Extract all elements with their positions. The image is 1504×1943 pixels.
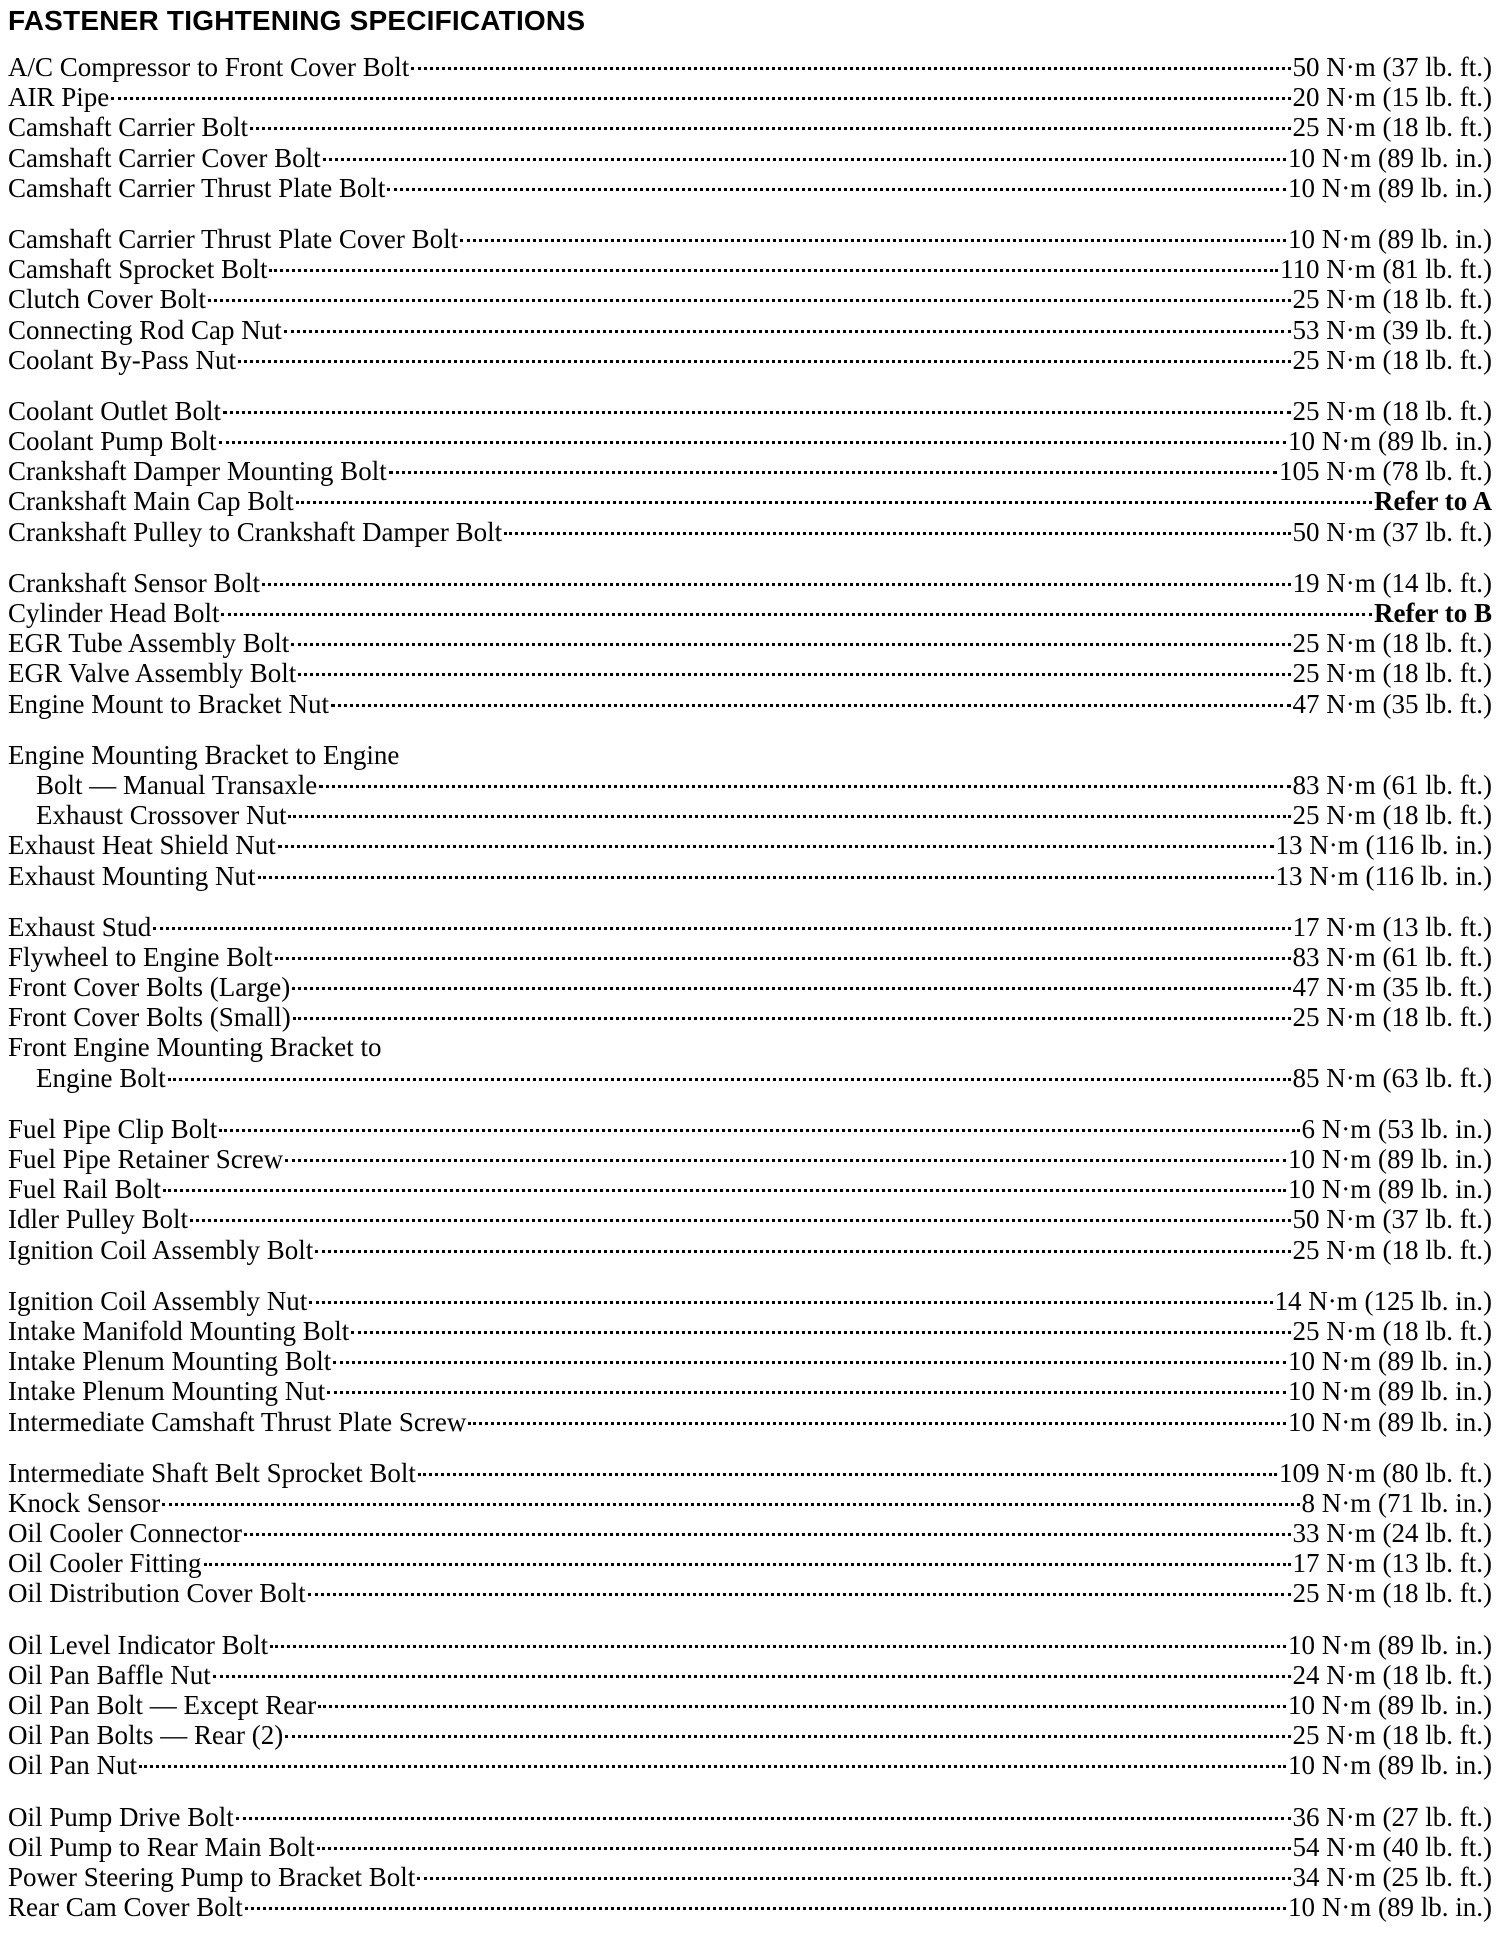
spec-value: 10 N·m (89 lb. in.) bbox=[1288, 426, 1492, 457]
spec-value: 50 N·m (37 lb. ft.) bbox=[1292, 52, 1492, 82]
spec-value: 25 N·m (18 lb. ft.) bbox=[1292, 1002, 1492, 1033]
dot-leader bbox=[293, 1017, 1291, 1020]
spec-value: Refer to B bbox=[1374, 598, 1492, 628]
dot-leader bbox=[333, 1361, 1286, 1364]
spec-label: Oil Cooler Fitting bbox=[8, 1548, 202, 1579]
spec-label: Camshaft Carrier Bolt bbox=[8, 112, 248, 143]
spec-label: Fuel Rail Bolt bbox=[8, 1174, 162, 1205]
spec-value: Refer to A bbox=[1374, 486, 1492, 517]
spec-label: Oil Distribution Cover Bolt bbox=[8, 1578, 306, 1609]
spec-label: Ignition Coil Assembly Nut bbox=[8, 1285, 308, 1316]
spec-row bbox=[8, 224, 1492, 254]
spec-label: Engine Mounting Bracket to Engine bbox=[8, 739, 400, 770]
spec-value: 33 N·m (24 lb. ft.) bbox=[1292, 1518, 1492, 1549]
spec-row bbox=[8, 1346, 1492, 1376]
spec-value: 50 N·m (37 lb. ft.) bbox=[1292, 1204, 1492, 1235]
spec-value: 25 N·m (18 lb. ft.) bbox=[1292, 344, 1492, 375]
spec-label: Exhaust Stud bbox=[8, 911, 152, 942]
spec-value: 10 N·m (89 lb. in.) bbox=[1288, 1174, 1492, 1205]
spec-value: 10 N·m (89 lb. in.) bbox=[1288, 1892, 1492, 1923]
spec-label: Crankshaft Sensor Bolt bbox=[8, 567, 260, 598]
spec-row bbox=[8, 1548, 1492, 1578]
dot-leader bbox=[244, 1533, 1291, 1536]
spec-label: Coolant Pump Bolt bbox=[8, 426, 217, 457]
spec-value: 10 N·m (89 lb. in.) bbox=[1288, 1690, 1492, 1720]
spec-value: 10 N·m (89 lb. in.) bbox=[1288, 1376, 1492, 1407]
spec-label: Front Cover Bolts (Large) bbox=[8, 972, 291, 1003]
spec-label: Oil Pump to Rear Main Bolt bbox=[8, 1831, 315, 1862]
dot-leader bbox=[213, 1675, 1291, 1678]
spec-label: Oil Pan Baffle Nut bbox=[8, 1659, 211, 1690]
spec-value: 13 N·m (116 lb. in.) bbox=[1275, 860, 1492, 891]
spec-row bbox=[8, 284, 1492, 314]
dot-leader bbox=[168, 1078, 1291, 1081]
dot-leader bbox=[309, 1301, 1272, 1304]
spec-row bbox=[8, 112, 1492, 142]
dot-leader bbox=[221, 613, 1372, 616]
spec-label: Crankshaft Main Cap Bolt bbox=[8, 486, 294, 517]
dot-leader bbox=[275, 957, 1291, 960]
spec-value: 25 N·m (18 lb. ft.) bbox=[1292, 112, 1492, 143]
dot-leader bbox=[258, 876, 1274, 879]
spec-label: A/C Compressor to Front Cover Bolt bbox=[8, 52, 410, 82]
spec-label: Camshaft Carrier Thrust Plate Cover Bolt bbox=[8, 223, 459, 254]
spec-label: Exhaust Mounting Nut bbox=[8, 860, 256, 891]
dot-leader bbox=[285, 1159, 1286, 1162]
spec-row bbox=[8, 486, 1492, 516]
spec-label: Front Engine Mounting Bracket to bbox=[8, 1032, 382, 1063]
spec-row bbox=[8, 82, 1492, 112]
spec-row bbox=[8, 396, 1492, 426]
spec-label: Oil Pan Bolts — Rear (2) bbox=[8, 1720, 284, 1751]
spec-value: 20 N·m (15 lb. ft.) bbox=[1292, 82, 1492, 113]
spec-label: AIR Pipe bbox=[8, 82, 110, 113]
spec-row bbox=[8, 1488, 1492, 1518]
spec-row bbox=[8, 770, 1492, 800]
spec-value: 19 N·m (14 lb. ft.) bbox=[1292, 567, 1492, 598]
spec-row bbox=[8, 1316, 1492, 1346]
spec-value: 47 N·m (35 lb. ft.) bbox=[1292, 972, 1492, 1003]
spec-row bbox=[8, 1204, 1492, 1234]
spec-label: Camshaft Carrier Thrust Plate Bolt bbox=[8, 172, 386, 203]
spec-label: Fuel Pipe Retainer Screw bbox=[8, 1144, 284, 1174]
dot-leader bbox=[317, 1847, 1291, 1850]
dot-leader bbox=[327, 1391, 1286, 1394]
spec-row bbox=[8, 1750, 1492, 1780]
spec-group bbox=[8, 740, 1492, 891]
dot-leader bbox=[163, 1189, 1286, 1192]
dot-leader bbox=[111, 97, 1290, 100]
dot-leader bbox=[270, 1645, 1286, 1648]
spec-value: 110 N·m (81 lb. ft.) bbox=[1280, 254, 1492, 285]
spec-label: Flywheel to Engine Bolt bbox=[8, 941, 273, 972]
spec-value: 25 N·m (18 lb. ft.) bbox=[1292, 1315, 1492, 1346]
dot-leader bbox=[389, 471, 1277, 474]
dot-leader bbox=[153, 927, 1290, 930]
spec-group bbox=[8, 396, 1492, 547]
spec-value: 17 N·m (13 lb. ft.) bbox=[1292, 911, 1492, 942]
spec-row bbox=[8, 1720, 1492, 1750]
spec-label: Camshaft Sprocket Bolt bbox=[8, 254, 268, 285]
spec-label: Intermediate Shaft Belt Sprocket Bolt bbox=[8, 1457, 416, 1488]
dot-leader bbox=[208, 299, 1291, 302]
spec-label: Idler Pulley Bolt bbox=[8, 1204, 188, 1235]
spec-value: 10 N·m (89 lb. in.) bbox=[1288, 142, 1492, 173]
dot-leader bbox=[284, 330, 1291, 333]
dot-leader bbox=[411, 67, 1290, 70]
dot-leader bbox=[331, 704, 1291, 707]
spec-label: Oil Level Indicator Bolt bbox=[8, 1629, 269, 1660]
spec-label: Rear Cam Cover Bolt bbox=[8, 1892, 243, 1923]
spec-row bbox=[8, 1832, 1492, 1862]
page-title: FASTENER TIGHTENING SPECIFICATIONS bbox=[8, 5, 586, 36]
spec-row bbox=[8, 942, 1492, 972]
spec-row bbox=[8, 1578, 1492, 1608]
spec-value: 10 N·m (89 lb. in.) bbox=[1288, 223, 1492, 254]
spec-label: Front Cover Bolts (Small) bbox=[8, 1002, 291, 1033]
spec-row bbox=[8, 628, 1492, 658]
dot-leader bbox=[285, 1735, 1290, 1738]
spec-row bbox=[8, 740, 1492, 770]
spec-label: EGR Valve Assembly Bolt bbox=[8, 658, 297, 689]
dot-leader bbox=[245, 1907, 1286, 1910]
spec-label: Coolant By-Pass Nut bbox=[8, 344, 237, 375]
spec-row bbox=[8, 173, 1492, 203]
spec-label: Knock Sensor bbox=[8, 1487, 161, 1518]
spec-row bbox=[8, 1235, 1492, 1265]
spec-row bbox=[8, 456, 1492, 486]
spec-row bbox=[8, 1630, 1492, 1660]
spec-row bbox=[8, 1892, 1492, 1922]
spec-label: Oil Pump Drive Bolt bbox=[8, 1801, 234, 1832]
spec-row bbox=[8, 52, 1492, 82]
spec-label: Oil Cooler Connector bbox=[8, 1518, 242, 1549]
spec-value: 85 N·m (63 lb. ft.) bbox=[1292, 1062, 1492, 1093]
spec-value: 13 N·m (116 lb. in.) bbox=[1275, 830, 1492, 861]
spec-row bbox=[8, 254, 1492, 284]
spec-value: 25 N·m (18 lb. ft.) bbox=[1292, 284, 1492, 315]
dot-leader bbox=[418, 1473, 1277, 1476]
dot-leader bbox=[351, 1331, 1290, 1334]
dot-leader bbox=[323, 158, 1286, 161]
dot-leader bbox=[278, 845, 1274, 848]
dot-leader bbox=[223, 411, 1291, 414]
spec-label: Intake Plenum Mounting Bolt bbox=[8, 1346, 332, 1377]
spec-value: 6 N·m (53 lb. in.) bbox=[1301, 1113, 1492, 1144]
dot-leader bbox=[262, 583, 1291, 586]
spec-label: Connecting Rod Cap Nut bbox=[8, 314, 282, 345]
spec-value: 25 N·m (18 lb. ft.) bbox=[1292, 1720, 1492, 1751]
spec-label: Power Steering Pump to Bracket Bolt bbox=[8, 1861, 416, 1892]
spec-row bbox=[8, 143, 1492, 173]
spec-value: 10 N·m (89 lb. in.) bbox=[1288, 172, 1492, 203]
dot-leader bbox=[139, 1765, 1286, 1768]
spec-row bbox=[8, 1144, 1492, 1174]
dot-leader bbox=[308, 1593, 1291, 1596]
dot-leader bbox=[269, 269, 1278, 272]
spec-label: Engine Bolt bbox=[36, 1062, 166, 1093]
spec-row bbox=[8, 830, 1492, 860]
spec-row bbox=[8, 1174, 1492, 1204]
dot-leader bbox=[468, 1422, 1286, 1425]
dot-leader bbox=[318, 1705, 1286, 1708]
spec-value: 25 N·m (18 lb. ft.) bbox=[1292, 628, 1492, 659]
spec-value: 83 N·m (61 lb. ft.) bbox=[1292, 769, 1492, 800]
spec-row bbox=[8, 315, 1492, 345]
spec-group bbox=[8, 52, 1492, 203]
dot-leader bbox=[298, 673, 1290, 676]
spec-label: Ignition Coil Assembly Bolt bbox=[8, 1234, 314, 1265]
spec-group bbox=[8, 224, 1492, 375]
dot-leader bbox=[204, 1563, 1291, 1566]
spec-group bbox=[8, 1458, 1492, 1609]
spec-value: 14 N·m (125 lb. in.) bbox=[1274, 1285, 1492, 1316]
spec-row bbox=[8, 598, 1492, 628]
spec-value: 25 N·m (18 lb. ft.) bbox=[1292, 800, 1492, 831]
spec-row bbox=[8, 658, 1492, 688]
dot-leader bbox=[219, 441, 1286, 444]
dot-leader bbox=[292, 987, 1290, 990]
spec-group bbox=[8, 1630, 1492, 1781]
dot-leader bbox=[238, 360, 1291, 363]
spec-value: 25 N·m (18 lb. ft.) bbox=[1292, 395, 1492, 426]
spec-group bbox=[8, 568, 1492, 719]
spec-value: 109 N·m (80 lb. ft.) bbox=[1279, 1457, 1492, 1488]
spec-row bbox=[8, 1690, 1492, 1720]
spec-label: Coolant Outlet Bolt bbox=[8, 395, 221, 426]
spec-row bbox=[8, 1032, 1492, 1062]
spec-value: 25 N·m (18 lb. ft.) bbox=[1292, 658, 1492, 689]
spec-value: 34 N·m (25 lb. ft.) bbox=[1292, 1861, 1492, 1892]
spec-value: 47 N·m (35 lb. ft.) bbox=[1292, 688, 1492, 719]
spec-value: 36 N·m (27 lb. ft.) bbox=[1292, 1801, 1492, 1832]
spec-value: 53 N·m (39 lb. ft.) bbox=[1292, 314, 1492, 345]
spec-value: 10 N·m (89 lb. in.) bbox=[1288, 1144, 1492, 1174]
spec-value: 50 N·m (37 lb. ft.) bbox=[1292, 516, 1492, 547]
spec-label: EGR Tube Assembly Bolt bbox=[8, 628, 290, 659]
spec-row bbox=[8, 912, 1492, 942]
dot-leader bbox=[250, 127, 1291, 130]
spec-label: Cylinder Head Bolt bbox=[8, 598, 220, 628]
spec-row bbox=[8, 1518, 1492, 1548]
dot-leader bbox=[288, 815, 1290, 818]
spec-row bbox=[8, 1862, 1492, 1892]
spec-group bbox=[8, 1802, 1492, 1923]
dot-leader bbox=[387, 188, 1286, 191]
spec-value: 10 N·m (89 lb. in.) bbox=[1288, 1346, 1492, 1377]
spec-row bbox=[8, 1458, 1492, 1488]
spec-group bbox=[8, 1114, 1492, 1265]
spec-value: 105 N·m (78 lb. ft.) bbox=[1279, 456, 1492, 487]
dot-leader bbox=[162, 1503, 1299, 1506]
spec-row bbox=[8, 426, 1492, 456]
spec-label: Oil Pan Nut bbox=[8, 1750, 138, 1781]
dot-leader bbox=[236, 1817, 1291, 1820]
spec-label: Clutch Cover Bolt bbox=[8, 284, 206, 315]
spec-row bbox=[8, 861, 1492, 891]
spec-value: 25 N·m (18 lb. ft.) bbox=[1292, 1234, 1492, 1265]
spec-row bbox=[8, 972, 1492, 1002]
spec-label: Camshaft Carrier Cover Bolt bbox=[8, 142, 321, 173]
spec-label: Oil Pan Bolt — Except Rear bbox=[8, 1690, 317, 1720]
dot-leader bbox=[319, 785, 1290, 788]
spec-value: 8 N·m (71 lb. in.) bbox=[1301, 1487, 1492, 1518]
spec-row bbox=[8, 1114, 1492, 1144]
spec-row bbox=[8, 1660, 1492, 1690]
spec-row bbox=[8, 1286, 1492, 1316]
spec-group bbox=[8, 1286, 1492, 1437]
spec-label: Intake Manifold Mounting Bolt bbox=[8, 1315, 350, 1346]
spec-row bbox=[8, 1063, 1492, 1093]
dot-leader bbox=[190, 1219, 1291, 1222]
dot-leader bbox=[296, 501, 1372, 504]
spec-row bbox=[8, 1802, 1492, 1832]
spec-label: Exhaust Heat Shield Nut bbox=[8, 830, 276, 861]
spec-row bbox=[8, 1002, 1492, 1032]
spec-list bbox=[8, 52, 1492, 1943]
spec-value: 17 N·m (13 lb. ft.) bbox=[1292, 1548, 1492, 1579]
spec-row bbox=[8, 689, 1492, 719]
spec-value: 25 N·m (18 lb. ft.) bbox=[1292, 1578, 1492, 1609]
spec-label: Fuel Pipe Clip Bolt bbox=[8, 1113, 218, 1144]
spec-group bbox=[8, 912, 1492, 1093]
spec-row bbox=[8, 345, 1492, 375]
dot-leader bbox=[460, 239, 1286, 242]
dot-leader bbox=[291, 643, 1290, 646]
dot-leader bbox=[417, 1877, 1290, 1880]
spec-label: Intake Plenum Mounting Nut bbox=[8, 1376, 326, 1407]
spec-row bbox=[8, 568, 1492, 598]
spec-row bbox=[8, 1376, 1492, 1406]
spec-value: 10 N·m (89 lb. in.) bbox=[1288, 1406, 1492, 1437]
spec-value: 24 N·m (18 lb. ft.) bbox=[1292, 1659, 1492, 1690]
spec-label: Crankshaft Pulley to Crankshaft Damper Bolt bbox=[8, 516, 503, 547]
dot-leader bbox=[504, 532, 1290, 535]
spec-value: 10 N·m (89 lb. in.) bbox=[1288, 1629, 1492, 1660]
spec-value: 83 N·m (61 lb. ft.) bbox=[1292, 941, 1492, 972]
spec-label: Exhaust Crossover Nut bbox=[36, 800, 287, 831]
spec-label: Engine Mount to Bracket Nut bbox=[8, 688, 329, 719]
spec-row bbox=[8, 1407, 1492, 1437]
dot-leader bbox=[315, 1250, 1290, 1253]
spec-value: 10 N·m (89 lb. in.) bbox=[1288, 1750, 1492, 1781]
spec-row bbox=[8, 517, 1492, 547]
spec-row bbox=[8, 800, 1492, 830]
spec-label: Bolt — Manual Transaxle bbox=[36, 769, 318, 800]
spec-value: 54 N·m (40 lb. ft.) bbox=[1292, 1831, 1492, 1862]
dot-leader bbox=[219, 1129, 1299, 1132]
spec-label: Crankshaft Damper Mounting Bolt bbox=[8, 456, 387, 487]
spec-label: Intermediate Camshaft Thrust Plate Screw bbox=[8, 1406, 467, 1437]
